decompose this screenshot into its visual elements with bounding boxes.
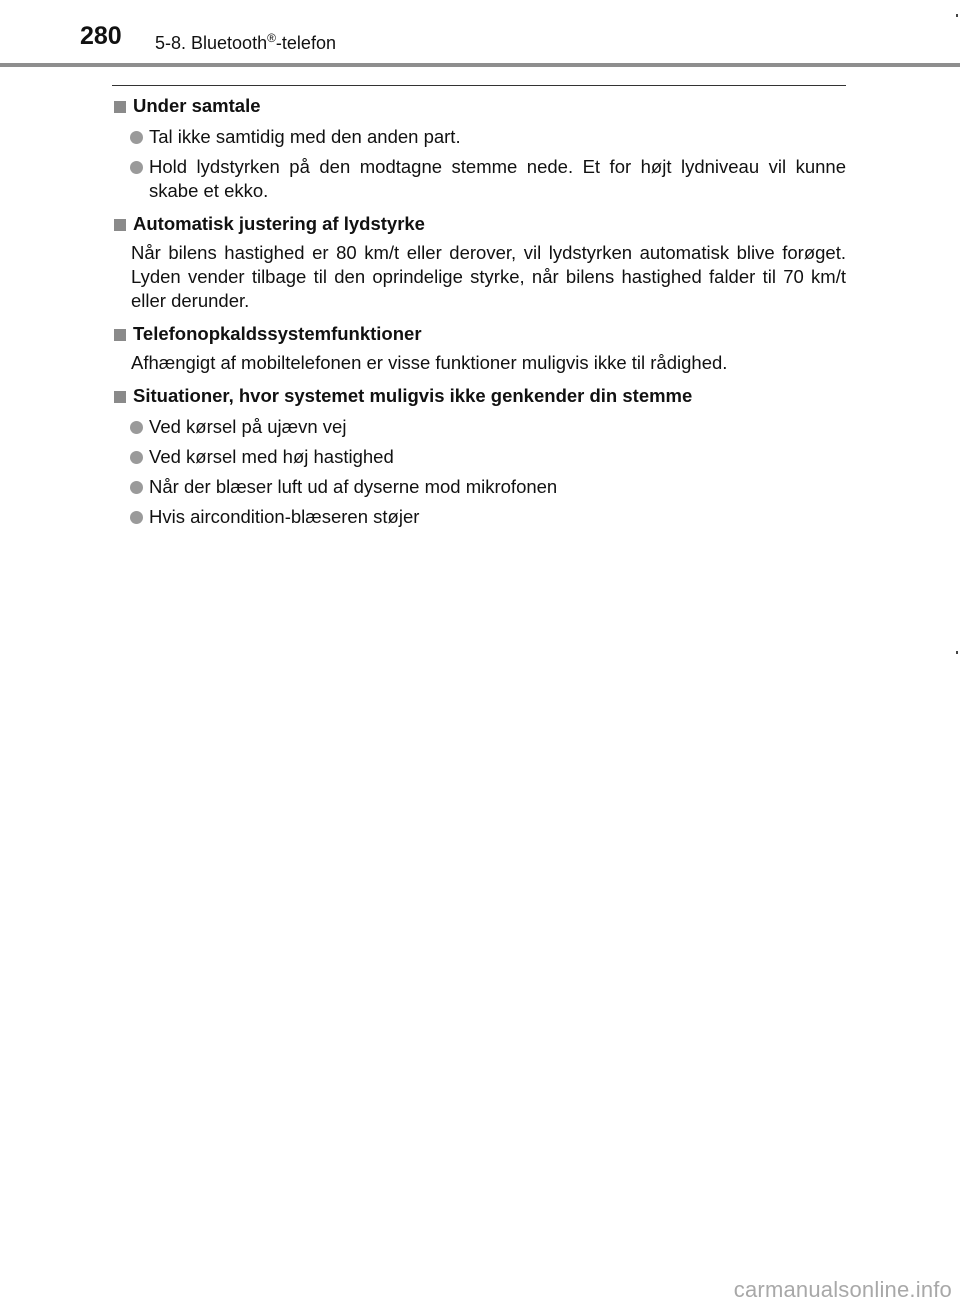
section-heading-text: Under samtale: [133, 95, 261, 116]
section-under-samtale: [112, 93, 846, 203]
edge-tick: [956, 14, 958, 17]
list-item: [130, 505, 846, 529]
section-heading-text: Telefonopkaldssystemfunktioner: [133, 323, 422, 344]
section-paragraph: Når bilens hastighed er 80 km/t eller derover, vil lydstyrken automatisk blive forøget. Lyden vender tilbage til den oprindelige styrke, når bilens hastighed falder til 70 km/t eller derunder.: [131, 242, 846, 311]
section-paragraph: Afhængigt af mobiltelefonen er visse funktioner muligvis ikke til rådighed.: [131, 352, 728, 373]
square-bullet-icon: [114, 329, 126, 341]
list-item: [130, 125, 846, 149]
list-item: [130, 445, 846, 469]
list-item: [130, 415, 846, 439]
section-title-suffix: -telefon: [275, 33, 336, 53]
square-bullet-icon: [114, 391, 126, 403]
section-heading: [112, 93, 846, 119]
edge-tick: [956, 651, 958, 654]
circle-bullet-icon: [130, 421, 143, 434]
list-item-text: Tal ikke samtidig med den anden part.: [149, 126, 461, 147]
section-heading-text: Situationer, hvor systemet muligvis ikke genkender din stemme: [133, 385, 693, 406]
section-heading: [112, 321, 846, 347]
list-item-text: Hvis aircondition-blæseren støjer: [149, 506, 420, 527]
square-bullet-icon: [114, 219, 126, 231]
circle-bullet-icon: [130, 481, 143, 494]
section-heading: [112, 383, 846, 409]
page-header: [0, 0, 960, 64]
circle-bullet-icon: [130, 451, 143, 464]
section-automatisk-justering: [112, 211, 846, 313]
section-situationer: [112, 383, 846, 529]
section-title-prefix: 5-8. Bluetooth: [155, 33, 268, 53]
page-number: 280: [80, 22, 122, 50]
list-item: [130, 155, 846, 203]
watermark-link[interactable]: carmanualsonline.info: [733, 1277, 952, 1302]
header-rule: [0, 63, 960, 67]
list-item-text: Ved kørsel på ujævn vej: [149, 416, 347, 437]
list-item-text: Hold lydstyrken på den modtagne stemme nede. Et for højt lydniveau vil kunne skabe et ekko.: [149, 156, 846, 201]
circle-bullet-icon: [130, 131, 143, 144]
section-heading: [112, 211, 846, 237]
list-item: [130, 475, 846, 499]
circle-bullet-icon: [130, 161, 143, 174]
section-heading-text: Automatisk justering af lydstyrke: [133, 213, 425, 234]
registered-mark: ®: [267, 31, 276, 45]
content: [112, 93, 846, 537]
list-item-text: Ved kørsel med høj hastighed: [149, 446, 394, 467]
section-title: [155, 31, 336, 54]
circle-bullet-icon: [130, 511, 143, 524]
list-item-text: Når der blæser luft ud af dyserne mod mikrofonen: [149, 476, 558, 497]
section-telefonopkald: [112, 321, 846, 375]
square-bullet-icon: [114, 101, 126, 113]
content-top-rule: [112, 85, 846, 86]
